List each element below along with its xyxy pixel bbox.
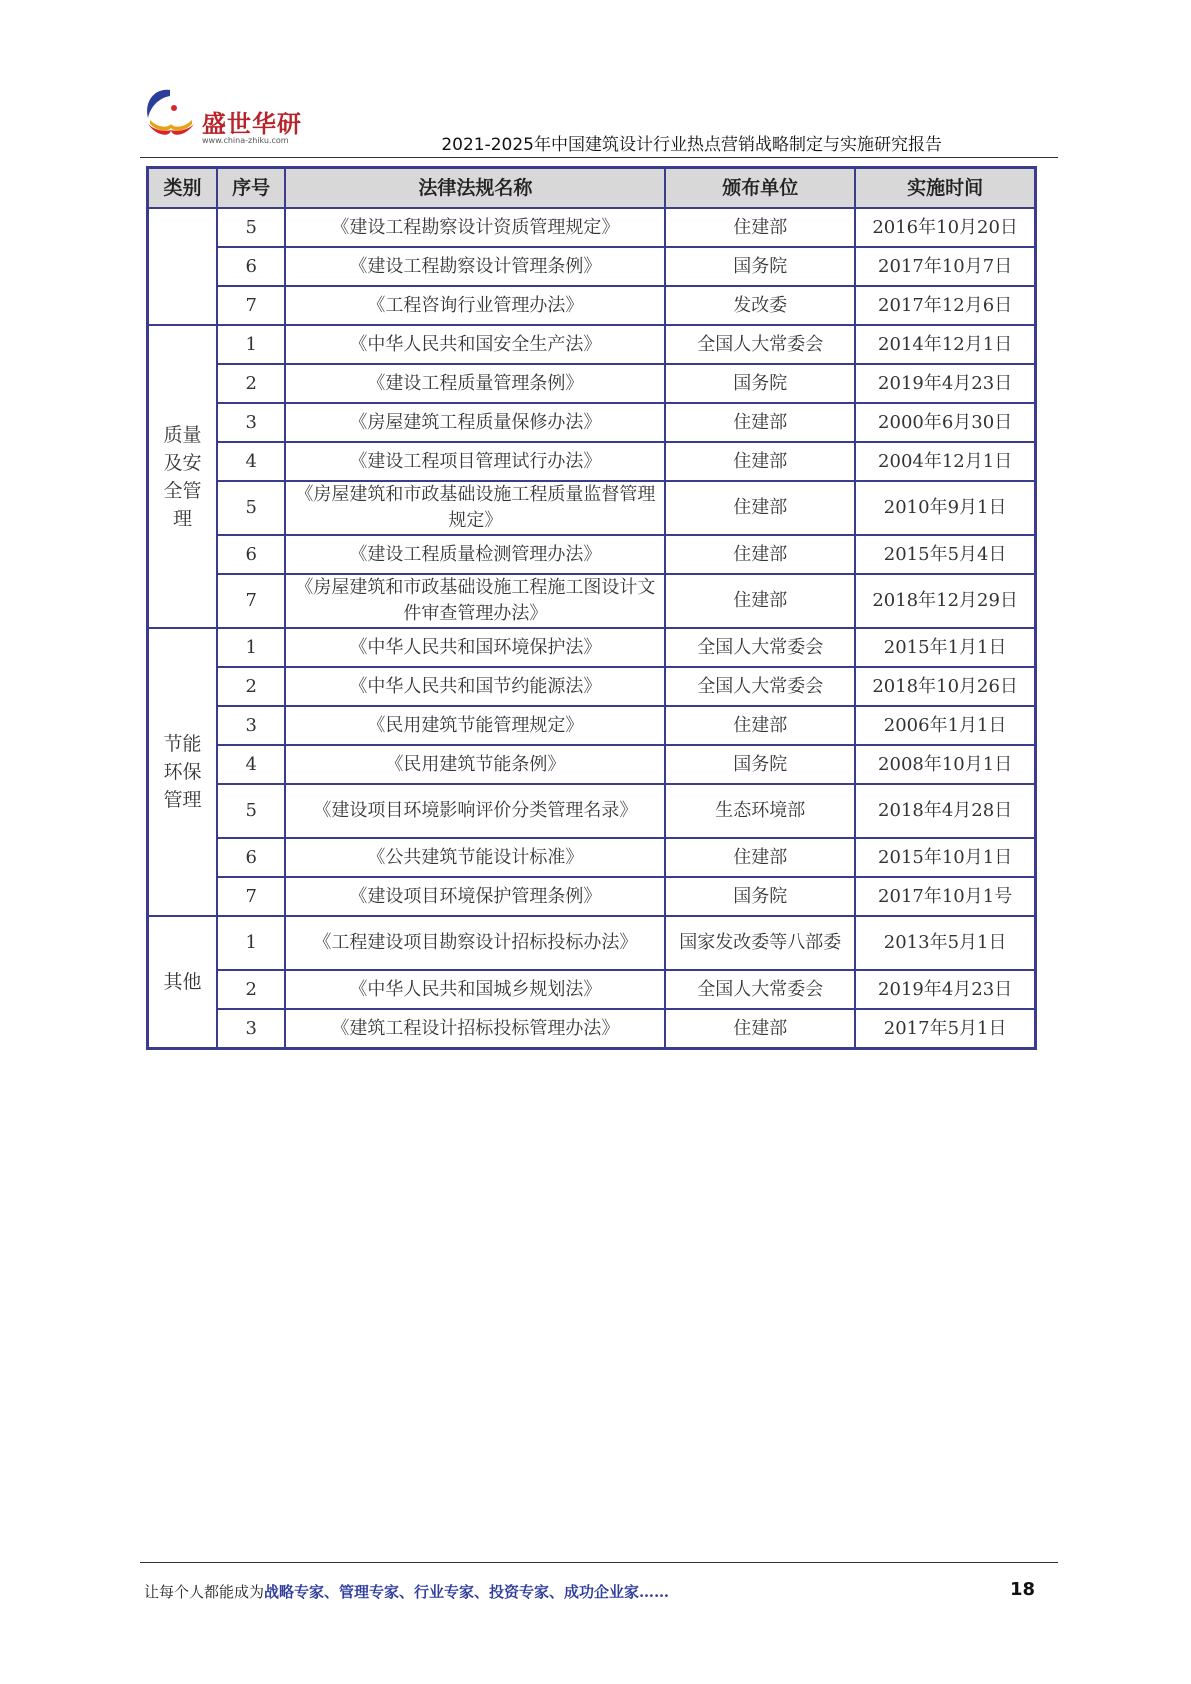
- header-effective-date: 实施时间: [855, 168, 1035, 209]
- table-row: [148, 247, 1036, 286]
- row-number-cell: 2: [217, 970, 285, 1009]
- category-cell-group-continued: [148, 208, 217, 325]
- header-law-name: 法律法规名称: [285, 168, 665, 209]
- header-number: 序号: [217, 168, 285, 209]
- row-number-cell: 1: [217, 628, 285, 667]
- issuer-cell: 住建部: [665, 1009, 855, 1049]
- issuer-cell: 住建部: [665, 574, 855, 628]
- row-number-cell: 5: [217, 784, 285, 838]
- category-cell-group-other: 其他: [148, 916, 217, 1049]
- table-row: [148, 838, 1036, 877]
- effective-date-cell: 2006年1月1日: [855, 706, 1035, 745]
- law-name-cell: 《中华人民共和国节约能源法》: [285, 667, 665, 706]
- row-number-cell: 6: [217, 838, 285, 877]
- issuer-cell: 住建部: [665, 838, 855, 877]
- row-number-cell: 1: [217, 916, 285, 970]
- table-row: [148, 286, 1036, 325]
- table-body: [148, 208, 1036, 1049]
- issuer-cell: 全国人大常委会: [665, 667, 855, 706]
- table-row: [148, 403, 1036, 442]
- row-number-cell: 4: [217, 442, 285, 481]
- effective-date-cell: 2018年10月26日: [855, 667, 1035, 706]
- slogan-prefix: 让每个人都能成为: [144, 1583, 265, 1601]
- issuer-cell: 住建部: [665, 442, 855, 481]
- row-number-cell: 6: [217, 247, 285, 286]
- law-name-cell: 《中华人民共和国安全生产法》: [285, 325, 665, 364]
- issuer-cell: 住建部: [665, 481, 855, 535]
- page-header: [140, 80, 1060, 158]
- law-name-cell: 《建设项目环境影响评价分类管理名录》: [285, 784, 665, 838]
- table-row: [148, 970, 1036, 1009]
- row-number-cell: 1: [217, 325, 285, 364]
- regulations-table: [146, 166, 1037, 1050]
- effective-date-cell: 2015年5月4日: [855, 535, 1035, 574]
- law-name-cell: 《工程建设项目勘察设计招标投标办法》: [285, 916, 665, 970]
- law-name-cell: 《建设工程勘察设计资质管理规定》: [285, 208, 665, 247]
- table-row: [148, 916, 1036, 970]
- issuer-cell: 国务院: [665, 745, 855, 784]
- logo-url: www.china-zhiku.com: [202, 136, 289, 145]
- row-number-cell: 5: [217, 208, 285, 247]
- law-name-cell: 《建设项目环境保护管理条例》: [285, 877, 665, 916]
- issuer-cell: 全国人大常委会: [665, 628, 855, 667]
- law-name-cell: 《房屋建筑工程质量保修办法》: [285, 403, 665, 442]
- issuer-cell: 国家发改委等八部委: [665, 916, 855, 970]
- table-row: [148, 784, 1036, 838]
- effective-date-cell: 2017年10月1号: [855, 877, 1035, 916]
- table-row: [148, 364, 1036, 403]
- law-name-cell: 《民用建筑节能管理规定》: [285, 706, 665, 745]
- table-row: [148, 1009, 1036, 1049]
- effective-date-cell: 2000年6月30日: [855, 403, 1035, 442]
- row-number-cell: 6: [217, 535, 285, 574]
- effective-date-cell: 2008年10月1日: [855, 745, 1035, 784]
- issuer-cell: 全国人大常委会: [665, 325, 855, 364]
- logo-name: 盛世华研: [202, 110, 302, 138]
- footer-divider: [140, 1562, 1058, 1563]
- effective-date-cell: 2017年10月7日: [855, 247, 1035, 286]
- effective-date-cell: 2019年4月23日: [855, 970, 1035, 1009]
- table-row: [148, 208, 1036, 247]
- table-row: [148, 481, 1036, 535]
- row-number-cell: 5: [217, 481, 285, 535]
- effective-date-cell: 2019年4月23日: [855, 364, 1035, 403]
- table-row: [148, 535, 1036, 574]
- issuer-cell: 国务院: [665, 247, 855, 286]
- table-header-row: [148, 168, 1036, 209]
- effective-date-cell: 2014年12月1日: [855, 325, 1035, 364]
- page-number: 18: [1010, 1579, 1036, 1600]
- category-cell-group-quality-safety: 质量及安全管理: [148, 325, 217, 628]
- header-issuer: 颁布单位: [665, 168, 855, 209]
- effective-date-cell: 2017年5月1日: [855, 1009, 1035, 1049]
- table-row: [148, 442, 1036, 481]
- header-divider: [140, 157, 1058, 158]
- issuer-cell: 国务院: [665, 877, 855, 916]
- row-number-cell: 2: [217, 667, 285, 706]
- slogan-emphasis: 战略专家、管理专家、行业专家、投资专家、成功企业家……: [264, 1583, 670, 1601]
- law-name-cell: 《民用建筑节能条例》: [285, 745, 665, 784]
- row-number-cell: 7: [217, 286, 285, 325]
- row-number-cell: 2: [217, 364, 285, 403]
- issuer-cell: 住建部: [665, 208, 855, 247]
- law-name-cell: 《房屋建筑和市政基础设施工程质量监督管理规定》: [285, 481, 665, 535]
- law-name-cell: 《房屋建筑和市政基础设施工程施工图设计文件审查管理办法》: [285, 574, 665, 628]
- row-number-cell: 3: [217, 1009, 285, 1049]
- effective-date-cell: 2015年10月1日: [855, 838, 1035, 877]
- effective-date-cell: 2017年12月6日: [855, 286, 1035, 325]
- row-number-cell: 7: [217, 877, 285, 916]
- row-number-cell: 7: [217, 574, 285, 628]
- table-row: [148, 877, 1036, 916]
- law-name-cell: 《建设工程项目管理试行办法》: [285, 442, 665, 481]
- category-cell-group-energy-environment: 节能环保管理: [148, 628, 217, 916]
- law-name-cell: 《建筑工程设计招标投标管理办法》: [285, 1009, 665, 1049]
- issuer-cell: 住建部: [665, 403, 855, 442]
- table-row: [148, 667, 1036, 706]
- issuer-cell: 国务院: [665, 364, 855, 403]
- effective-date-cell: 2010年9月1日: [855, 481, 1035, 535]
- table-row: [148, 574, 1036, 628]
- footer-slogan: [144, 1581, 669, 1602]
- issuer-cell: 生态环境部: [665, 784, 855, 838]
- effective-date-cell: 2013年5月1日: [855, 916, 1035, 970]
- issuer-cell: 全国人大常委会: [665, 970, 855, 1009]
- effective-date-cell: 2004年12月1日: [855, 442, 1035, 481]
- issuer-cell: 住建部: [665, 535, 855, 574]
- row-number-cell: 3: [217, 403, 285, 442]
- law-name-cell: 《中华人民共和国环境保护法》: [285, 628, 665, 667]
- law-name-cell: 《公共建筑节能设计标准》: [285, 838, 665, 877]
- law-name-cell: 《中华人民共和国城乡规划法》: [285, 970, 665, 1009]
- logo-book-icon: [140, 84, 202, 146]
- law-name-cell: 《建设工程质量检测管理办法》: [285, 535, 665, 574]
- table-row: [148, 628, 1036, 667]
- effective-date-cell: 2018年4月28日: [855, 784, 1035, 838]
- effective-date-cell: 2016年10月20日: [855, 208, 1035, 247]
- company-logo: [140, 84, 310, 150]
- issuer-cell: 住建部: [665, 706, 855, 745]
- report-title: 2021-2025年中国建筑设计行业热点营销战略制定与实施研究报告: [441, 135, 942, 155]
- issuer-cell: 发改委: [665, 286, 855, 325]
- law-name-cell: 《建设工程勘察设计管理条例》: [285, 247, 665, 286]
- law-name-cell: 《工程咨询行业管理办法》: [285, 286, 665, 325]
- effective-date-cell: 2015年1月1日: [855, 628, 1035, 667]
- table-row: [148, 745, 1036, 784]
- row-number-cell: 3: [217, 706, 285, 745]
- table-row: [148, 325, 1036, 364]
- law-name-cell: 《建设工程质量管理条例》: [285, 364, 665, 403]
- header-category: 类别: [148, 168, 217, 209]
- effective-date-cell: 2018年12月29日: [855, 574, 1035, 628]
- table-row: [148, 706, 1036, 745]
- row-number-cell: 4: [217, 745, 285, 784]
